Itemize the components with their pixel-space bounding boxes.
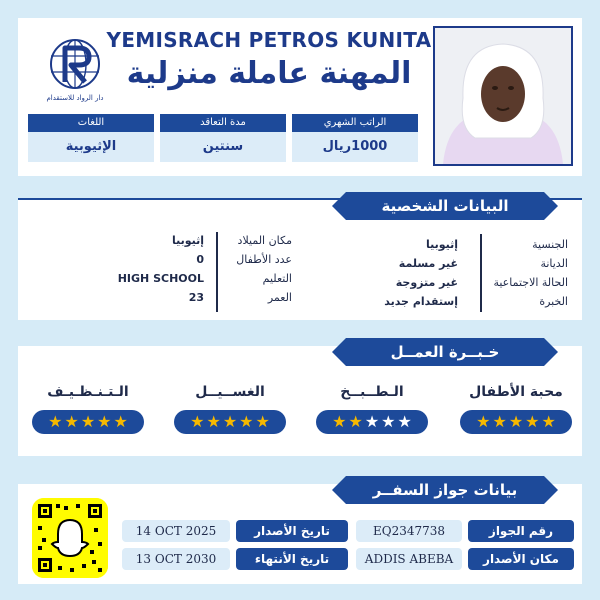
star-icon: ★ (381, 412, 396, 431)
birthplace-label: مكان الميلاد (237, 234, 292, 247)
star-icon: ★ (332, 412, 347, 431)
experience-value: إستقدام جديد (384, 295, 458, 308)
star-rating (32, 410, 144, 434)
contract-value: سنتين (160, 132, 286, 162)
star-rating (460, 410, 572, 434)
star-icon: ★ (239, 412, 254, 431)
contract-box (160, 114, 286, 164)
work-experience-title: خـبــرة العمــل (346, 338, 544, 366)
children-value: 0 (196, 253, 204, 266)
contract-label: مدة التعاقد (160, 114, 286, 132)
religion-value: غير مسلمة (398, 257, 458, 270)
marital-status-label: الحالة الاجتماعية (493, 276, 568, 289)
expiry-date-label: تاريخ الأنتهاء (236, 548, 348, 570)
experience-label: الخبرة (539, 295, 568, 308)
star-icon: ★ (397, 412, 412, 431)
languages-label: اللغات (28, 114, 154, 132)
nationality-value: إثيوبيا (425, 238, 458, 251)
passport-title: بيانات جواز السفــر (346, 476, 544, 504)
issue-place-label: مكان الأصدار (468, 548, 574, 570)
personal-info-title: البيانات الشخصية (346, 192, 544, 220)
issue-place-value: ADDIS ABEBA (356, 548, 462, 570)
star-icon: ★ (541, 412, 556, 431)
column-divider (216, 232, 218, 312)
logo-caption: دار الرواد للاستقدام (46, 94, 104, 102)
passport-number-label: رقم الجواز (468, 520, 574, 542)
skill-laundry (174, 384, 286, 434)
company-logo (40, 36, 110, 116)
education-value: HIGH SCHOOL (117, 272, 204, 285)
star-icon: ★ (97, 412, 112, 431)
expiry-date-value: 13 OCT 2030 (122, 548, 230, 570)
profession-title: المهنة عاملة منزلية (126, 56, 412, 91)
skill-name: الـتـنـظـيـف (47, 384, 129, 400)
skill-childcare (460, 384, 572, 434)
star-rating (316, 410, 428, 434)
nationality-label: الجنسية (532, 238, 568, 251)
star-icon: ★ (348, 412, 363, 431)
column-divider (480, 234, 482, 312)
snapchat-qr-icon (32, 498, 108, 578)
religion-label: الديانة (540, 257, 568, 270)
star-icon: ★ (190, 412, 205, 431)
star-icon: ★ (364, 412, 380, 431)
star-icon: ★ (64, 412, 79, 431)
person-photo-icon (435, 28, 571, 164)
star-rating (174, 410, 286, 434)
star-icon: ★ (508, 412, 524, 431)
passport-number-value: EQ2347738 (356, 520, 462, 542)
salary-label: الراتب الشهري (292, 114, 418, 132)
children-label: عدد الأطفال (236, 253, 292, 266)
marital-status-value: غير متزوجة (395, 276, 458, 289)
star-icon: ★ (113, 412, 128, 431)
issue-date-value: 14 OCT 2025 (122, 520, 230, 542)
skill-name: الـطــبــخ (340, 384, 404, 400)
star-icon: ★ (206, 412, 221, 431)
skill-cooking (316, 384, 428, 434)
skill-name: الغســيــل (195, 384, 265, 400)
age-value: 23 (188, 291, 204, 304)
header-panel (18, 18, 582, 176)
salary-value: 1000ريال (292, 132, 418, 162)
birthplace-value: إثيوبيا (171, 234, 204, 247)
star-icon: ★ (492, 412, 507, 431)
skill-name: محبة الأطفال (469, 384, 563, 400)
age-label: العمر (267, 291, 292, 304)
languages-box (28, 114, 154, 164)
star-icon: ★ (525, 412, 540, 431)
snapchat-qr-code[interactable] (32, 498, 108, 578)
star-icon: ★ (80, 412, 96, 431)
issue-date-label: تاريخ الأصدار (236, 520, 348, 542)
education-label: التعليم (262, 272, 292, 285)
salary-box (292, 114, 418, 164)
skill-cleaning (32, 384, 144, 434)
worker-photo (433, 26, 573, 166)
globe-logo-icon (45, 36, 105, 92)
star-icon: ★ (48, 412, 63, 431)
languages-value: الإثيوبية (28, 132, 154, 162)
worker-name: YEMISRACH PETROS KUNITA (106, 28, 432, 52)
star-icon: ★ (476, 412, 491, 431)
star-icon: ★ (255, 412, 270, 431)
star-icon: ★ (222, 412, 238, 431)
